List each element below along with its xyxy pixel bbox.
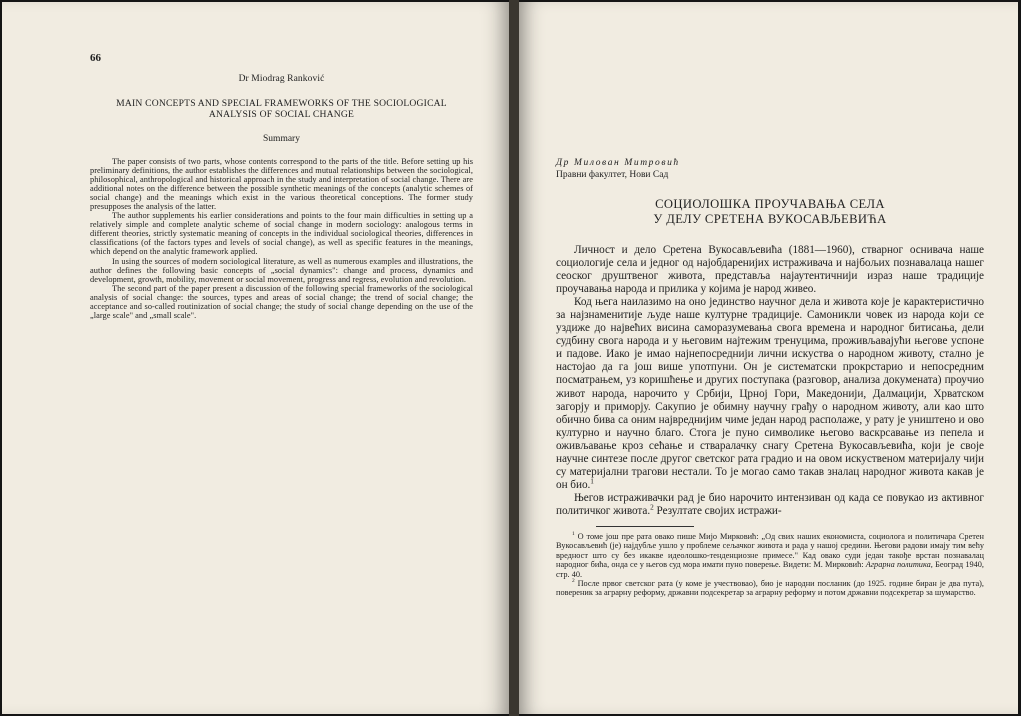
body-paragraph-1: Личност и дело Сретена Вукосављевића (1881—1960), стварног оснивача наше социологије села и једног од најобдаренијих истраживача и најбољих познавалаца нашег сеоског друштвеног живота, представља најаутентичнији израз наше традиције проучавања народа и прилика у којима је народ живео. bbox=[556, 244, 984, 296]
body-paragraph-3 bbox=[556, 492, 984, 518]
footnote-divider bbox=[596, 526, 694, 527]
author-name: Др Милован Митровић bbox=[556, 158, 680, 168]
footnote-1-text: О томе још пре рата овако пише Мијо Мирковић: „Од свих наших економиста, социолога и политичара Сретен Вукосављевић (је) најдубље ушло у проблеме сељачког живота и рада у нашој средини. Његови радови имају тим већу вредност што су без икакве идеолошко-тенденциозне примесе." Кад овако суди један такође врстан познавалац народног бића, онда се у његов суд мора имати пуно поверење. Видети: М. Мирковић: bbox=[556, 531, 984, 570]
article-body bbox=[556, 244, 984, 518]
summary-paragraph-4: The second part of the paper present a discussion of the following special frameworks of the sociological analysis of social change: the sources, types and areas of social change; the trend of social change; the acceptance and so-called routinization of social change; the study of social change depending on the use of the „large scale" and „small scale". bbox=[90, 283, 473, 320]
footnote-1-mark: 1 bbox=[572, 531, 575, 538]
footnote-ref-2: 2 bbox=[650, 502, 654, 512]
footnote-1 bbox=[556, 532, 984, 579]
author-name: Dr Miodrag Ranković bbox=[238, 74, 325, 84]
footnote-1-citation: , Београд 1940, стр. 40. bbox=[556, 560, 984, 579]
summary-body bbox=[90, 157, 473, 320]
footnote-2-text: После првог светског рата (у коме је учествовао), био је народни посланик (до 1925. године биран је два пута), повереник за аграрну реформу, државни подсекретар за аграрну реформу и потом државни подсекретар за шумарство. bbox=[556, 579, 984, 598]
summary-paragraph-2: The author supplements his earlier considerations and points to the four main difficulties in setting up a relatively simple and complete analytic scheme of social change in modern sociology: analogous terms in different theories, strictly systematic meaning of concepts in the individual sociological theories, differences in classifications (of the factors types and levels of social change), as well as specific features in the meanings, which depend on the analytic framework applied. bbox=[90, 211, 473, 257]
footnote-2 bbox=[556, 579, 984, 598]
article-title bbox=[90, 98, 473, 120]
summary-paragraph-3: In using the sources of modern sociological literature, as well as numerous examples and illustrations, the author defines the following basic concepts of „social dynamics": change and process, dynamics and development, growth, mobility, movement or social movement, progress and regress, evolution and revolution. bbox=[90, 256, 473, 284]
footnote-ref-1: 1 bbox=[590, 476, 594, 486]
author-affiliation: Правни факултет, Нови Сад bbox=[556, 170, 669, 180]
article-title bbox=[556, 197, 984, 227]
body-paragraph-2-text: Код њега наилазимо на оно јединство научног дела и живота које је карактеристично за најзнаменитије људе наше културне традиције. Самоникли човек из народа који се уздиже до највећих висина саморазумевања свога времена и народног битисања, дели судбину свога народа и у његовим најтежим тренуцима, проживљавајући његове успоне и падове. Иако је имао најнепосреднији лични искуства о народном животу, стално је настојао да га још више употпуни. Он је систематски прокрстарио и непосредним посматрањем, уз коришћење и других поступака (разговор, анализа докумената) проучио живот народа, нарочито у Србији, Црној Гори, Македонији, Далмацији, Хрватском загорју и приморју. Сакупио је обимну научну грађу о народном животу, али као што обично бива са оним највреднијим чиме један народ располаже, у рату је уништено и ово културно и научно благо. Стога је пуно символике његово васкрсавање из пепела и оживљавање кроз сећање и стваралачку снагу Сретена Вукосављевића, који је своје научне синтезе после другог светског рата градио и на овом искуственом материјалу чији су материјални трагови нестали. То је могао само такав зналац народног живота какав је он био. bbox=[556, 296, 984, 491]
title-line-1: СОЦИОЛОШКА ПРОУЧАВАЊА СЕЛА bbox=[655, 197, 885, 211]
left-page bbox=[2, 2, 509, 714]
footnotes bbox=[556, 532, 984, 598]
footnote-2-mark: 2 bbox=[572, 578, 575, 585]
book-gutter bbox=[509, 0, 519, 716]
body-paragraph-3-text: Његов истраживачки рад је био нарочито интензиван од када се повукао из активног политичког живота. bbox=[556, 491, 984, 517]
body-paragraph-3-tail: Резултате својих истражи- bbox=[653, 504, 782, 517]
title-line-2: ANALYSIS OF SOCIAL CHANGE bbox=[208, 109, 355, 120]
summary-section bbox=[90, 74, 473, 320]
body-paragraph-2 bbox=[556, 296, 984, 492]
summary-heading: Summary bbox=[263, 134, 300, 144]
summary-paragraph-1: The paper consists of two parts, whose contents correspond to the parts of the title. Before setting up his preliminary definitions, the author establishes the differences and mutual relationships between the sociological, philosophical, anthropological and historical approach in the study and interpretation of social change. There are additional notes on the difference between the possible synthetic meanings of the concepts (analytic schemes of social change) and the meanings which exist in the various theoretical conceptions. The former study presupposes the analysis of the latter. bbox=[90, 157, 473, 212]
right-page bbox=[519, 2, 1018, 714]
title-line-2: У ДЕЛУ СРЕТЕНА ВУКОСАВЉЕВИЋА bbox=[653, 212, 887, 226]
footnote-1-book-title: Аграрна политика bbox=[865, 560, 931, 570]
article-section bbox=[556, 158, 984, 598]
page-number: 66 bbox=[90, 52, 101, 64]
title-line-1: MAIN CONCEPTS AND SPECIAL FRAMEWORKS OF THE SOCIOLOGICAL bbox=[116, 98, 447, 109]
